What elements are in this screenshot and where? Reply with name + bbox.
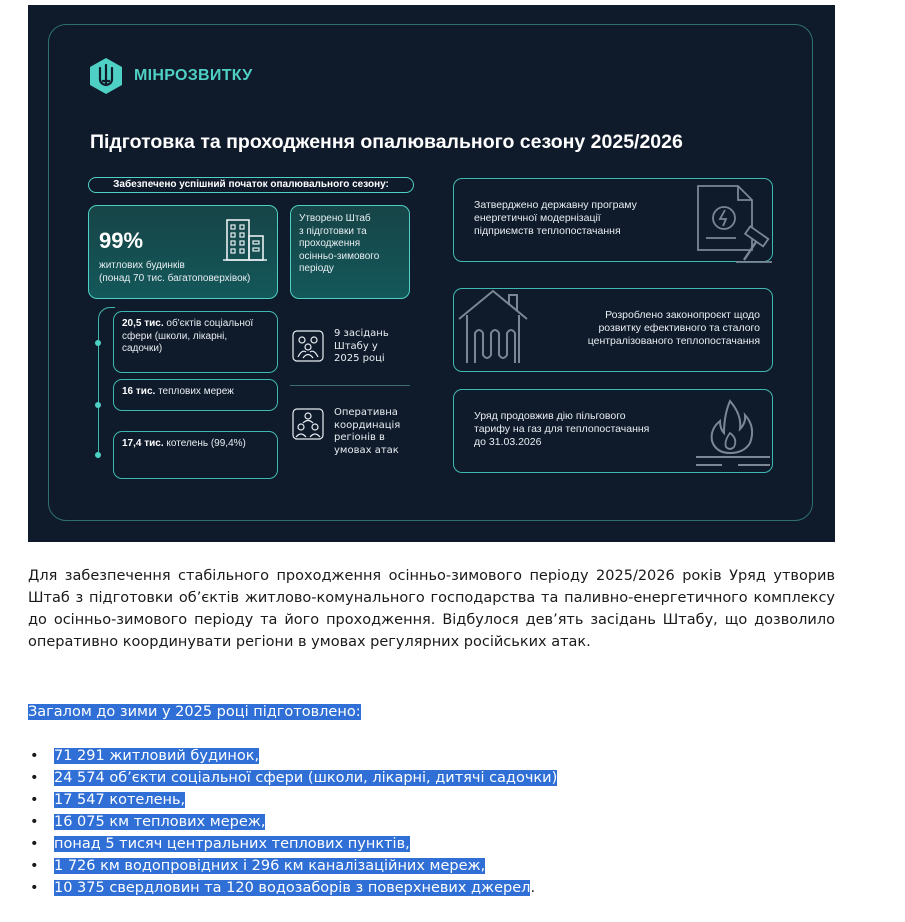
bullet-icon: •	[30, 858, 39, 874]
section-separator	[290, 385, 410, 386]
selected-text: 24 574 об’єкти соціальної сфери (школи, лікарні, дитячі садочки)	[54, 770, 558, 786]
list-item	[28, 767, 557, 789]
selected-text: Загалом до зими у 2025 році підготовлено:	[28, 704, 361, 720]
program-line: підприємств теплопостачання	[474, 225, 621, 237]
law-draft-line: централізованого теплопостачання	[587, 335, 760, 347]
meetings-line: 9 засідань	[334, 328, 389, 339]
article-paragraph: Для забезпечення стабільного проходження осінньо-зимового періоду 2025/2026 років Уряд утворив Штаб з підготовки об’єктів житлово-комунального господарства та паливно-енергетичного комплексу до осінньо-зимового періоду та його проходження. Відбулося дев’ять засідань Штабу, що дозволило оперативно координувати регіони в умовах регулярних російських атак.	[28, 568, 835, 650]
heat-networks-box	[113, 379, 278, 411]
housing-percent: 99%	[99, 228, 144, 253]
coordination-text	[334, 407, 400, 457]
logo-text: МІНРОЗВИТКУ	[134, 67, 253, 84]
coordination-line: координація	[334, 419, 401, 431]
selected-text: 16 075 км теплових мереж,	[54, 814, 266, 830]
gas-tariff-line: тарифу на газ для теплопостачання	[474, 423, 650, 435]
hq-line: періоду	[299, 263, 334, 274]
hq-line: проходження	[299, 238, 361, 249]
selected-text: 1 726 км водопровідних і 296 км каналізаційних мереж,	[54, 858, 486, 874]
networks-count: 16 тис.	[122, 386, 156, 397]
social-objects-box	[113, 311, 278, 373]
coordination-line: умовах атак	[334, 444, 399, 456]
selected-text: 71 291 житловий будинок,	[54, 748, 260, 764]
bullet-icon: •	[30, 836, 39, 852]
document-gavel-icon	[688, 180, 778, 266]
hq-created-box	[290, 205, 410, 299]
ministry-logo	[88, 57, 253, 95]
meeting-people-icon	[292, 330, 324, 362]
meetings-text	[334, 328, 389, 366]
prepared-list[interactable]	[28, 745, 557, 899]
list-item	[28, 855, 557, 877]
list-item-suffix: .	[530, 880, 536, 896]
heating-house-icon	[453, 283, 533, 369]
summary-heading[interactable]	[28, 701, 361, 723]
meetings-line: 2025 році	[334, 353, 385, 364]
bracket-dot	[95, 402, 101, 408]
gas-tariff-line: до 31.03.2026	[474, 436, 542, 448]
gas-flame-icon	[690, 393, 776, 469]
bullet-icon: •	[30, 792, 39, 808]
gas-tariff-line: Уряд продовжив дію пільгового	[474, 410, 626, 422]
infographic-image	[28, 5, 835, 542]
hq-line: з підготовки та	[299, 225, 367, 237]
housing-desc-line: (понад 70 тис. багатоповерхівок)	[99, 272, 251, 284]
season-start-pill: Забезпечено успішний початок опалювального сезону:	[88, 177, 414, 193]
social-count: 20,5 тис.	[122, 318, 164, 329]
program-line: Затверджено державну програму	[474, 199, 637, 211]
bullet-icon: •	[30, 748, 39, 764]
building-icon	[223, 218, 269, 264]
coordination-line: регіонів в	[334, 432, 385, 443]
bullet-icon: •	[30, 880, 39, 896]
list-item	[28, 811, 557, 833]
housing-desc-line: житлових будинків	[99, 260, 185, 271]
law-draft-line: розвитку ефективного та сталого	[598, 322, 760, 334]
coordination-line: Оперативна	[334, 407, 398, 418]
trident-emblem-icon	[88, 57, 124, 95]
selected-text: понад 5 тисяч центральних теплових пунктів,	[54, 836, 410, 852]
selected-text: 17 547 котелень,	[54, 792, 186, 808]
bracket-dot	[95, 340, 101, 346]
social-text: садочки)	[122, 343, 163, 354]
meetings-line: Штабу у	[334, 340, 378, 352]
selected-text: 10 375 свердловин та 120 водозаборів з поверхневих джерел	[54, 880, 531, 896]
program-line: енергетичної модернізації	[474, 212, 601, 224]
coordination-people-icon	[292, 408, 324, 440]
housing-stat-box	[88, 205, 278, 299]
list-item	[28, 745, 557, 767]
law-draft-line: Розроблено законопроєкт щодо	[605, 309, 760, 321]
social-text: сфери (школи, лікарні,	[122, 330, 228, 342]
list-item	[28, 877, 557, 899]
networks-text: теплових мереж	[155, 386, 234, 397]
bracket-dot	[95, 452, 101, 458]
list-item	[28, 833, 557, 855]
bullet-icon: •	[30, 770, 39, 786]
boilers-box	[113, 431, 278, 479]
boilers-count: 17,4 тис.	[122, 438, 164, 449]
social-text: об'єктів соціальної	[163, 318, 254, 329]
bullet-icon: •	[30, 814, 39, 830]
boilers-text: котелень (99,4%)	[163, 438, 246, 449]
list-item	[28, 789, 557, 811]
hq-line: осінньо-зимового	[299, 250, 380, 262]
hq-line: Утворено Штаб	[299, 213, 371, 224]
infographic-title: Підготовка та проходження опалювального сезону 2025/2026	[90, 131, 683, 153]
